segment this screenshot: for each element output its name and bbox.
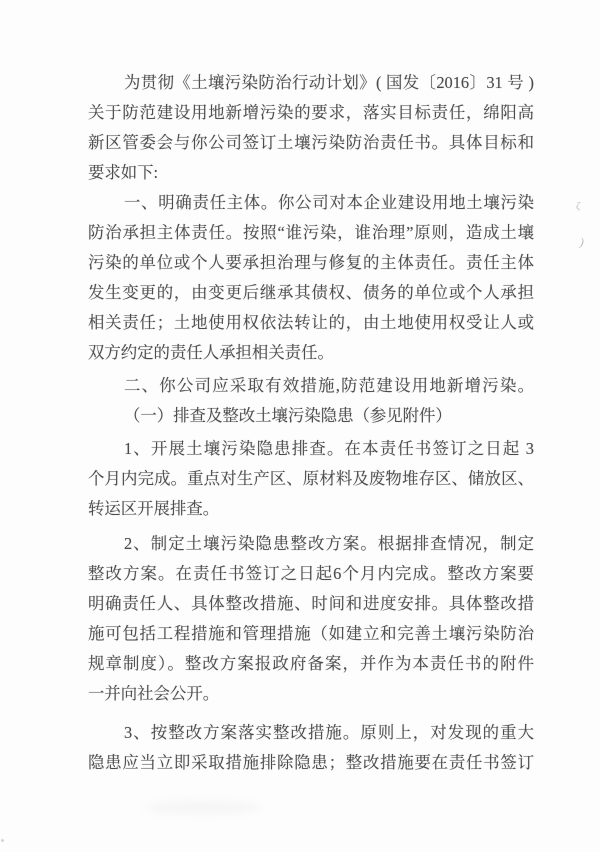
text-line: （一）排查及整改土壤污染隐患（参见附件） bbox=[124, 406, 452, 425]
text-line: 相关责任；土地使用权依法转让的，由土地使用权受让人或 bbox=[88, 313, 534, 332]
paragraph bbox=[88, 529, 534, 709]
text-line: 规章制度）。整改方案报政府备案，并作为本责任书的附件 bbox=[88, 654, 534, 673]
paragraph bbox=[88, 188, 534, 368]
text-line: 一并向社会公开。 bbox=[88, 684, 220, 703]
text-line: 整改方案。在责任书签订之日起6个月内完成。整改方案要 bbox=[88, 564, 534, 583]
paragraph bbox=[88, 401, 534, 431]
text-line: 隐患应当立即采取措施排除隐患；整改措施要在责任书签订 bbox=[88, 753, 534, 772]
text-line: 施可包括工程措施和管理措施（如建立和完善土壤污染防治 bbox=[88, 624, 534, 643]
paragraph bbox=[88, 371, 534, 401]
paragraph bbox=[88, 718, 534, 778]
text-line: 防治承担主体责任。按照“谁污染，谁治理”原则，造成土壤 bbox=[88, 223, 534, 242]
text-line: 要求如下: bbox=[88, 163, 159, 182]
text-line: 双方约定的责任人承担相关责任。 bbox=[88, 343, 334, 362]
text-line: 3、按整改方案落实整改措施。原则上，对发现的重大 bbox=[124, 723, 534, 742]
scan-dot bbox=[1, 839, 4, 842]
scan-artifact-curve: ) bbox=[578, 234, 586, 250]
text-line: 为贯彻《土壤污染防治行动计划》( 国发〔2016〕31 号 ) bbox=[124, 73, 534, 92]
text-line: 转运区开展排查。 bbox=[88, 499, 220, 518]
text-line: 个月内完成。重点对生产区、原材料及废物堆存区、储放区、 bbox=[88, 469, 534, 488]
text-block bbox=[88, 68, 534, 778]
text-line: 明确责任人、具体整改措施、时间和进度安排。具体整改措 bbox=[88, 594, 534, 613]
paragraph bbox=[88, 434, 534, 524]
scan-smudge bbox=[145, 800, 260, 815]
text-line: 污染的单位或个人要承担治理与修复的主体责任。责任主体 bbox=[88, 253, 534, 272]
text-line: 新区管委会与你公司签订土壤污染防治责任书。具体目标和 bbox=[88, 133, 534, 152]
paragraph bbox=[88, 68, 534, 188]
text-line: 1、开展土壤污染隐患排查。在本责任书签订之日起 3 bbox=[124, 439, 534, 458]
scan-artifact-squiggle: ζ bbox=[575, 200, 581, 213]
text-line: 发生变更的，由变更后继承其债权、债务的单位或个人承担 bbox=[88, 283, 534, 302]
text-line: 一、明确责任主体。你公司对本企业建设用地土壤污染 bbox=[124, 193, 534, 212]
text-line: 2、制定土壤污染隐患整改方案。根据排查情况，制定 bbox=[124, 534, 534, 553]
text-line: 关于防范建设用地新增污染的要求，落实目标责任，绵阳高 bbox=[88, 103, 534, 122]
text-line: 二、你公司应采取有效措施,防范建设用地新增污染。 bbox=[124, 376, 534, 395]
